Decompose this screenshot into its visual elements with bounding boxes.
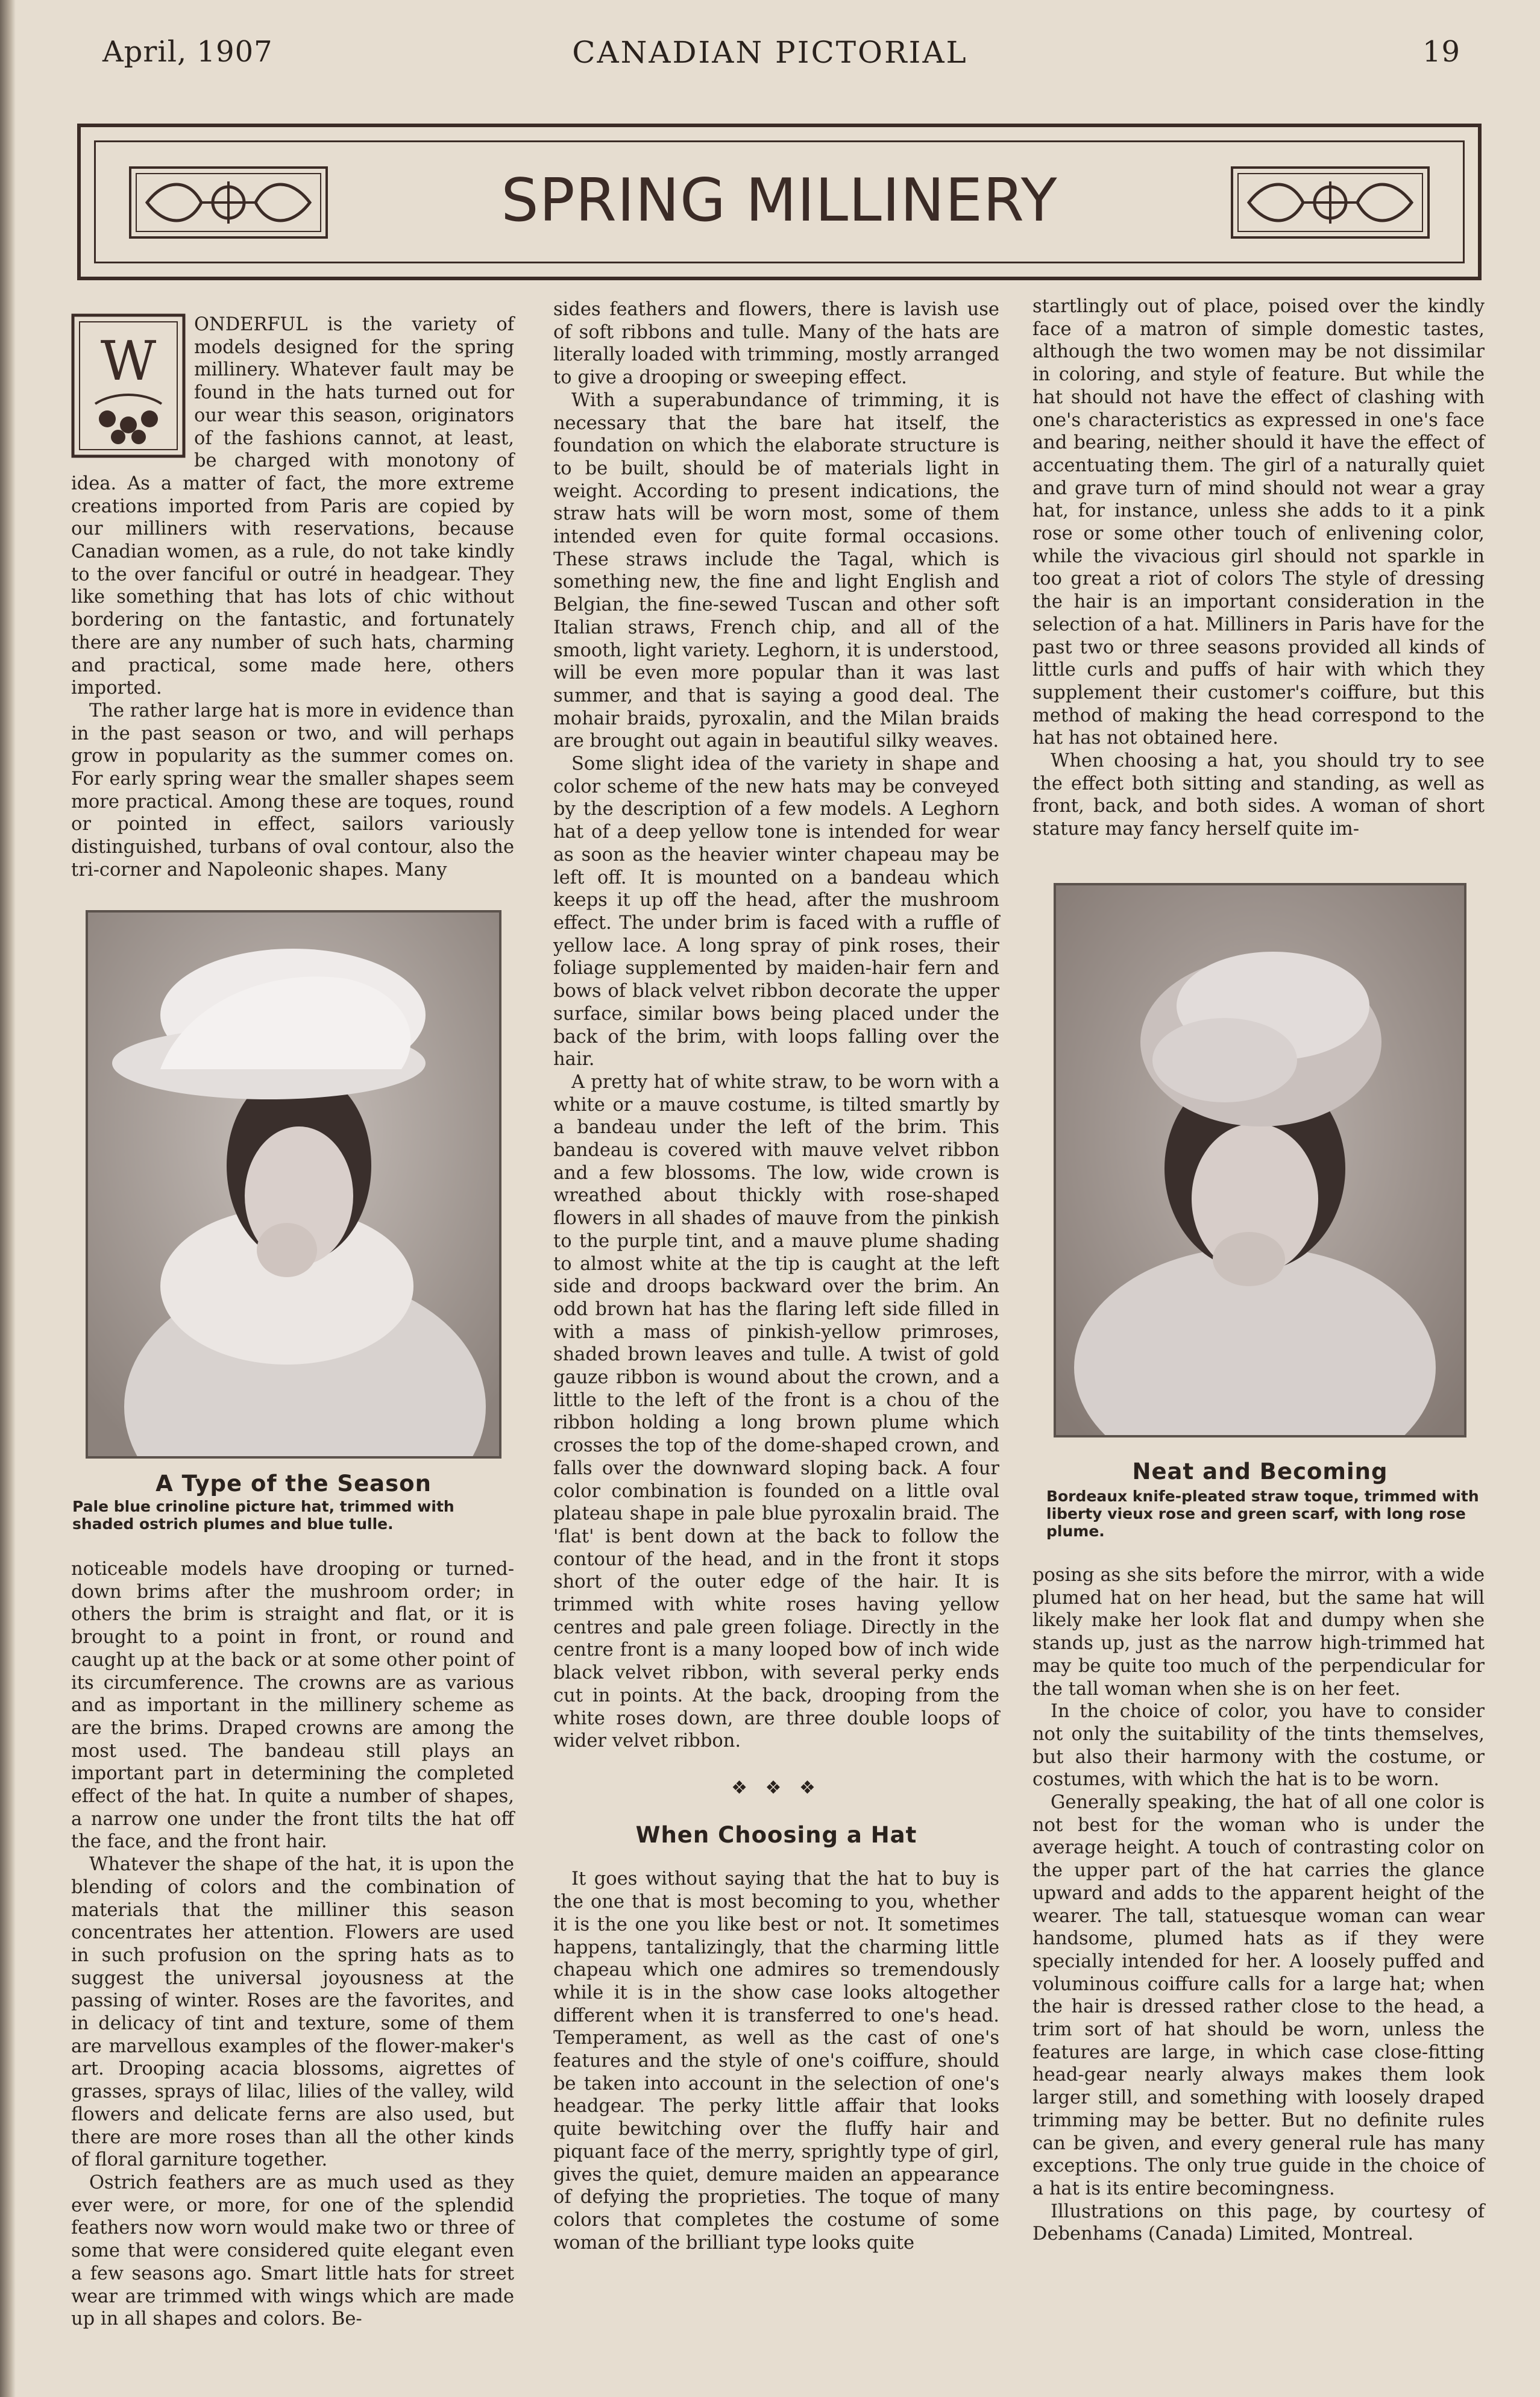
photo-right-caption: Bordeaux knife-pleated straw toque, trimmed with liberty vieux rose and green scarf, with long rose plume. xyxy=(1046,1488,1479,1540)
photo-neat-and-becoming xyxy=(1054,883,1466,1437)
photo-left-title: A Type of the Season xyxy=(156,1471,432,1497)
paragraph: Whatever the shape of the hat, it is upon the blending of colors and the combination of materials that the milliner this season concentrates her attention. Flowers are used in such profusion on the spring hats as to suggest the universal joyousness at the passing of winter. Roses are the favorites, and in delicacy of tint and texture, some of them are marvellous examples of the flower-maker's art. Drooping acacia blossoms, aigrettes of grasses, sprays of lilac, lilies of the valley, wild flowers and delicate ferns are also used, but there are more roses than all the other kinds of floral garniture together. xyxy=(71,1854,514,2171)
svg-text:W: W xyxy=(100,330,157,393)
paragraph: Some slight idea of the variety in shape and color scheme of the new hats may be conveyed by the description of a few models. A Leghorn hat of a deep yellow tone is intended for wear as soon as the heavier winter chapeau may be left off. It is mounted on a bandeau which keeps it up off the head, after the mushroom effect. The under brim is faced with a ruffle of yellow lace. A long spray of pink roses, their foliage supplemented by maiden-hair fern and bows of black velvet ribbon decorate the upper surface, similar bows being placed under the back of the brim, with loops falling over the hair. xyxy=(553,753,999,1070)
right-ornament-icon xyxy=(1231,166,1430,239)
paragraph: Generally speaking, the hat of all one color is not best for the woman who is under the average height. A touch of contrasting color on the upper part of the hat carries the glance upward and adds to the apparent height of the wearer. The tall, statuesque woman can wear handsome, plumed hats as if they were specially intended for her. A loosely puffed and voluminous coiffure calls for a large hat; when the hair is dressed rather close to the head, a trim sort of hat should be worn, unless the features are large, in which case close-fitting head-gear nearly always makes them look larger still, and something with loosely draped trimming may be better. But no definite rules can be given, and every general rule has many exceptions. The only true guide in the choice of a hat is its entire becomingness. xyxy=(1032,1792,1485,2199)
title-banner xyxy=(77,124,1482,280)
paragraph: The rather large hat is more in evidence than in the past season or two, and will perhaps grow in popularity as the summer comes on. For early spring wear the smaller shapes seem more practical. Among these are toques, round or pointed in effect, sailors variously distinguished, turbans of oval contour, also the tri-corner and Napoleonic shapes. Many xyxy=(71,700,514,881)
photo-left-caption: Pale blue crinoline picture hat, trimmed with shaded ostrich plumes and blue tulle. xyxy=(72,1498,454,1533)
issue-date: April, 1907 xyxy=(102,35,273,69)
section-heading: When Choosing a Hat xyxy=(635,1821,917,1848)
credit-line: Illustrations on this page, by courtesy of Debenhams (Canada) Limited, Montreal. xyxy=(1032,2201,1485,2245)
paragraph: In the choice of color, you have to consider not only the suitability of the tints themselves, but also their harmony with the costume, or costumes, with which the hat is to be worn. xyxy=(1032,1701,1485,1791)
portrait-woman-picture-hat-image xyxy=(88,913,499,1456)
column-1-top xyxy=(71,313,514,882)
binding-shadow xyxy=(0,0,16,2397)
paragraph: posing as she sits before the mirror, with a wide plumed hat on her head, but the same hat will likely make her look flat and dumpy when she stands up, just as the narrow high-trimmed hat may be quite too much of the perpendicular for the tall woman when she is on her feet. xyxy=(1032,1565,1485,1700)
column-1-bottom xyxy=(71,1558,514,2331)
column-2 xyxy=(553,298,999,2254)
paragraph: noticeable models have drooping or turned-down brims after the mushroom order; in others the brim is straight and flat, or it is brought to a point in front, or round and caught up at the back or at some other point of its circumference. The crowns are as various and as important in the millinery scheme as are the brims. Draped crowns are among the most used. The bandeau still plays an important part in determining the completed effect of the hat. In quite a number of shapes, a narrow one under the front tilts the hat off the face, and the front hair. xyxy=(71,1559,514,1853)
page-number: 19 xyxy=(1422,35,1461,69)
portrait-woman-toque-image xyxy=(1056,885,1464,1435)
paragraph: It goes without saying that the hat to buy is the one that is most becoming to you, whether it is the one you like best or not. It sometimes happens, tantalizingly, that the charming little chapeau which one admires so tremendously while it is in the show case looks altogether different when it is transferred to one's head. Temperament, as well as the cast of one's features and the style of one's coiffure, should be taken into account in the selection of one's headgear. The perky little affair that looks quite bewitching over the fluffy hair and piquant face of the merry, sprightly type of girl, gives the quiet, demure maiden an appearance of defying the proprieties. The toque of many colors that completes the costume of some woman of the brilliant type looks quite xyxy=(553,1868,999,2254)
column-3-bottom xyxy=(1032,1564,1485,2246)
paragraph: When choosing a hat, you should try to see the effect both sitting and standing, as well as front, back, and both sides. A woman of short stature may fancy herself quite im- xyxy=(1032,750,1485,840)
drop-cap-w-icon xyxy=(71,313,186,458)
paragraph: Ostrich feathers are as much used as they ever were, or more, for one of the splendid feathers now worn would make two or three of some that were considered quite elegant even a few seasons ago. Smart little hats for street wear are trimmed with wings which are made up in all shapes and colors. Be- xyxy=(71,2172,514,2330)
magazine-title: CANADIAN PICTORIAL xyxy=(572,35,968,70)
photo-type-of-the-season xyxy=(86,910,501,1459)
intro-paragraph: ONDERFUL is the variety of models designed for the spring millinery. Whatever fault may be found in the hats turned out for our wear this season, originators of the fashions cannot, at least, be charged with monotony of idea. As a matter of fact, the more extreme creations imported from Paris are copied by our milliners with reservations, because Canadian women, as a rule, do not take kindly to the over fanciful or outré in headgear. They like something that has lots of chic without bordering on the fantastic, and fortunately there are any number of such hats, charming and practical, some made here, others imported. xyxy=(71,314,514,699)
paragraph: sides feathers and flowers, there is lavish use of soft ribbons and tulle. Many of the hats are literally loaded with trimming, mostly arranged to give a drooping or sweeping effect. xyxy=(553,299,999,389)
column-3-top xyxy=(1032,295,1485,841)
section-separator: ❖ ❖ ❖ xyxy=(731,1777,822,1799)
paragraph: With a superabundance of trimming, it is necessary that the bare hat itself, the foundation on which the elaborate structure is to be built, should be of materials light in weight. According to present indications, the straw hats will be worn most, some of them intended even for quite formal occasions. These straws include the Tagal, which is something new, the fine and light English and Belgian, the fine-sewed Tuscan and other soft Italian straws, French chip, and all of the smooth, light variety. Leghorn, it is understood, will be even more popular than it was last summer, and that is saying a good deal. The mohair braids, pyroxalin, and the Milan braids are brought out again in beautiful silky weaves. xyxy=(553,389,999,752)
banner-inner-frame xyxy=(94,140,1465,263)
photo-right-title: Neat and Becoming xyxy=(1132,1459,1388,1484)
paragraph: startlingly out of place, poised over the kindly face of a matron of simple domestic tastes, although the two women may be not dissimilar in coloring, and style of feature. But while the hat should not have the effect of clashing with one's characteristics as expressed in one's face and bearing, neither should it have the effect of accentuating them. The girl of a naturally quiet and grave turn of mind should not wear a gray hat, for instance, unless she adds to it a pink rose or some other touch of enlivening color, while the vivacious girl should not sparkle in too great a riot of colors The style of dressing the hair is an important consideration in the selection of a hat. Milliners in Paris have for the past two or three seasons provided all kinds of little curls and puffs of hair with which they supplement their customer's coiffure, but this method of making the head correspond to the hat has not obtained here. xyxy=(1032,296,1485,749)
banner-title: SPRING MILLINERY xyxy=(501,166,1058,235)
paragraph: A pretty hat of white straw, to be worn with a white or a mauve costume, is tilted smartly by a bandeau under the left of the brim. This bandeau is covered with mauve velvet ribbon and a few blossoms. The low, wide crown is wreathed about thickly with rose-shaped flowers in all shades of mauve from the pinkish to the purple tint, and a mauve plume shading to almost white at the tip is caught at the left side and droops backward over the brim. An odd brown hat has the flaring left side filled in with a mass of pinkish-yellow primroses, shaded brown leaves and tulle. A twist of gold gauze ribbon is wound about the crown, and a little to the left of the front is a chou of the ribbon holding a long brown plume which crosses the top of the dome-shaped crown, and falls over the downward sloping back. A four color combination is founded on a little oval plateau shape in pale blue pyroxalin braid. The 'flat' is bent down at the back to follow the contour of the head, and in the front it stops short of the outer edge of the hair. It is trimmed with white roses having yellow centres and pale green foliage. Directly in the centre front is a many looped bow of inch wide black velvet ribbon, with several perky ends cut in points. At the back, drooping from the white roses down, are three double loops of wider velvet ribbon. xyxy=(553,1071,999,1752)
